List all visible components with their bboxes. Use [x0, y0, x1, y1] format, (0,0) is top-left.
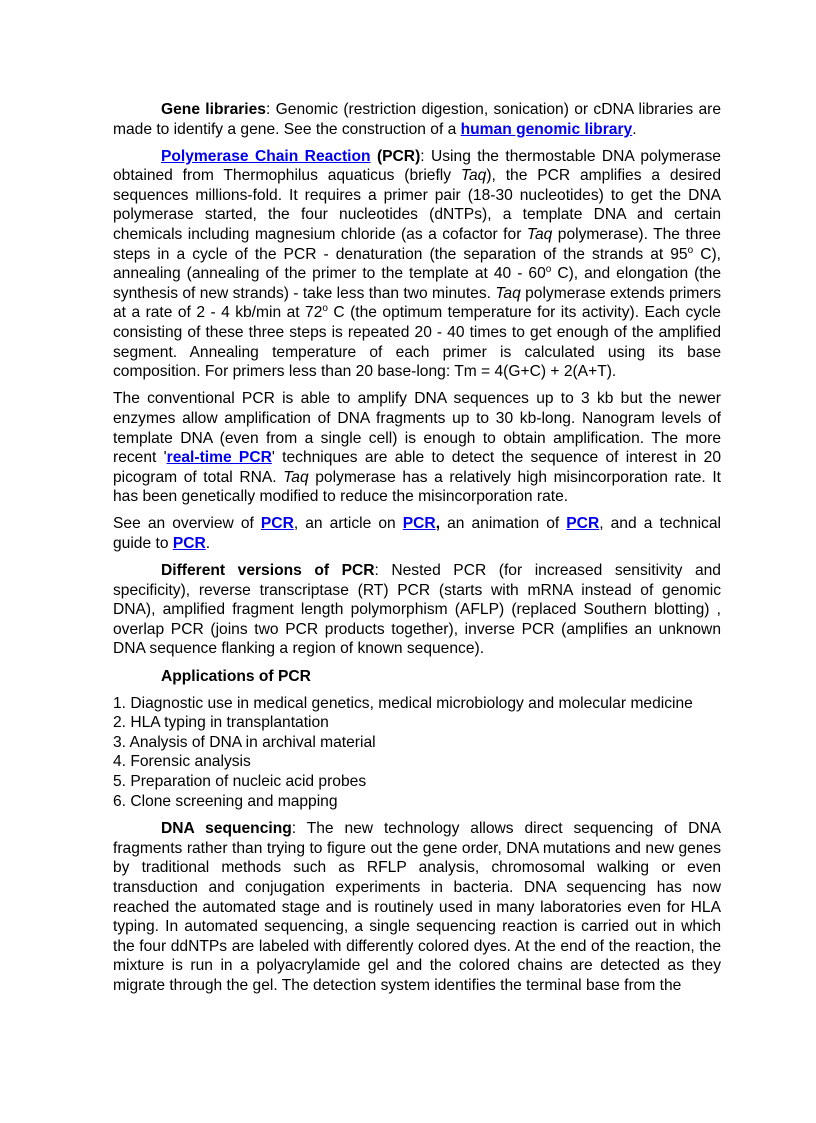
gene-libraries-text: : Genomic (restriction digestion, sonication) or cDNA libraries are made to identify a gene. See the construction of a [113, 101, 721, 138]
conventional-pcr-paragraph: The conventional PCR is able to amplify DNA sequences up to 3 kb but the newer enzymes allow amplification of DNA fragments up to 30 kb-long. Nanogram levels of template DNA (even from a single cell) is enough to obtain amplification. The more recent 'real-time PCR' techniques are able to detect the sequence of interest in 20 picogram of total RNA. Taq polymerase has a relatively high misincorporation rate. It has been genetically modified to reduce the misincorporation rate. [113, 390, 722, 506]
polymerase-chain-reaction-link[interactable]: Polymerase Chain Reaction [161, 147, 371, 165]
pcr-versions-paragraph: Different versions of PCR: Nested PCR (for increased sensitivity and specificity), reverse transcriptase (RT) PCR (starts with mRNA instead of genomic DNA), amplified fragment length polymorphism (AFLP) (replaced Southern blotting) , overlap PCR (joins two PCR products together), inverse PCR (amplifies an unknown DNA sequence flanking a region of known sequence). [113, 562, 721, 658]
human-genomic-library-link[interactable]: human genomic library [460, 120, 633, 138]
applications-heading: Applications of PCR [161, 667, 311, 685]
pcr-versions-term: Different versions of PCR [161, 562, 375, 580]
real-time-pcr-link[interactable]: real-time PCR [166, 449, 272, 467]
dna-sequencing-term: DNA sequencing [161, 820, 292, 838]
pcr-article-link[interactable]: PCR [402, 515, 436, 533]
list-item: 5. Preparation of nucleic acid probes [113, 773, 367, 790]
list-item: 1. Diagnostic use in medical genetics, medical microbiology and molecular medicine [113, 694, 693, 712]
dna-sequencing-paragraph: DNA sequencing: The new technology allows direct sequencing of DNA fragments rather than trying to figure out the gene order, DNA mutations and new genes by traditional methods such as RFLP analysis, chromosomal walking or even transduction and conjugation experiments in bacteria. DNA sequencing has now reached the automated stage and is routinely used in many laboratories even for HLA typing. In automated sequencing, a single sequencing reaction is carried out in which the four ddNTPs are labeled with differently colored dyes. At the end of the reaction, the mixture is run in a polyacrylamide gel and the colored chains are detected as they migrate through the gel. The detection system identifies the terminal base from the [113, 820, 721, 994]
gene-libraries-paragraph: Gene libraries: Genomic (restriction digestion, sonication) or cDNA libraries are made to identify a gene. See the construction of a human genomic library. [113, 101, 721, 138]
pcr-abbreviation: (PCR) [370, 147, 421, 165]
pcr-resources-paragraph: See an overview of PCR, an article on PCR, an animation of PCR, and a technical guide to PCR. [113, 515, 721, 552]
pcr-animation-link[interactable]: PCR [566, 515, 600, 533]
list-item: 6. Clone screening and mapping [113, 792, 338, 810]
list-item: 4. Forensic analysis [113, 753, 251, 771]
list-item: 2. HLA typing in transplantation [113, 714, 329, 732]
list-item: 3. Analysis of DNA in archival material [113, 733, 376, 751]
pcr-paragraph: Polymerase Chain Reaction (PCR): Using the thermostable DNA polymerase obtained from Thermophilus aquaticus (briefly Taq), the PCR amplifies a desired sequences millions-fold. It requires a primer pair (18-30 nucleotides) to get the DNA polymerase started, the four nucleotides (dNTPs), a template DNA and certain chemicals including magnesium chloride (as a cofactor for Taq polymerase). The three steps in a cycle of the PCR - denaturation (the separation of the strands at 95$^o$ C), annealing (annealing of the primer to the template at 40 - 60$^o$ C), and elongation (the synthesis of new strands) - take less than two minutes. Taq polymerase extends primers at a rate of 2 - 4 kb/min at 72$^o$ C (the optimum temperature for its activity). Each cycle consisting of these three steps is repeated 20 - 40 times to get enough of the amplified segment. Annealing temperature of each primer is calculated using its base composition. For primers less than 20 base-long: Tm = 4(G+C) + 2(A+T). [113, 147, 721, 381]
applications-list [113, 694, 721, 812]
pcr-overview-link[interactable]: PCR [260, 515, 294, 533]
gene-libraries-term: Gene libraries [161, 101, 266, 118]
pcr-technical-guide-link[interactable]: PCR [172, 534, 206, 552]
document-page [113, 100, 721, 1003]
